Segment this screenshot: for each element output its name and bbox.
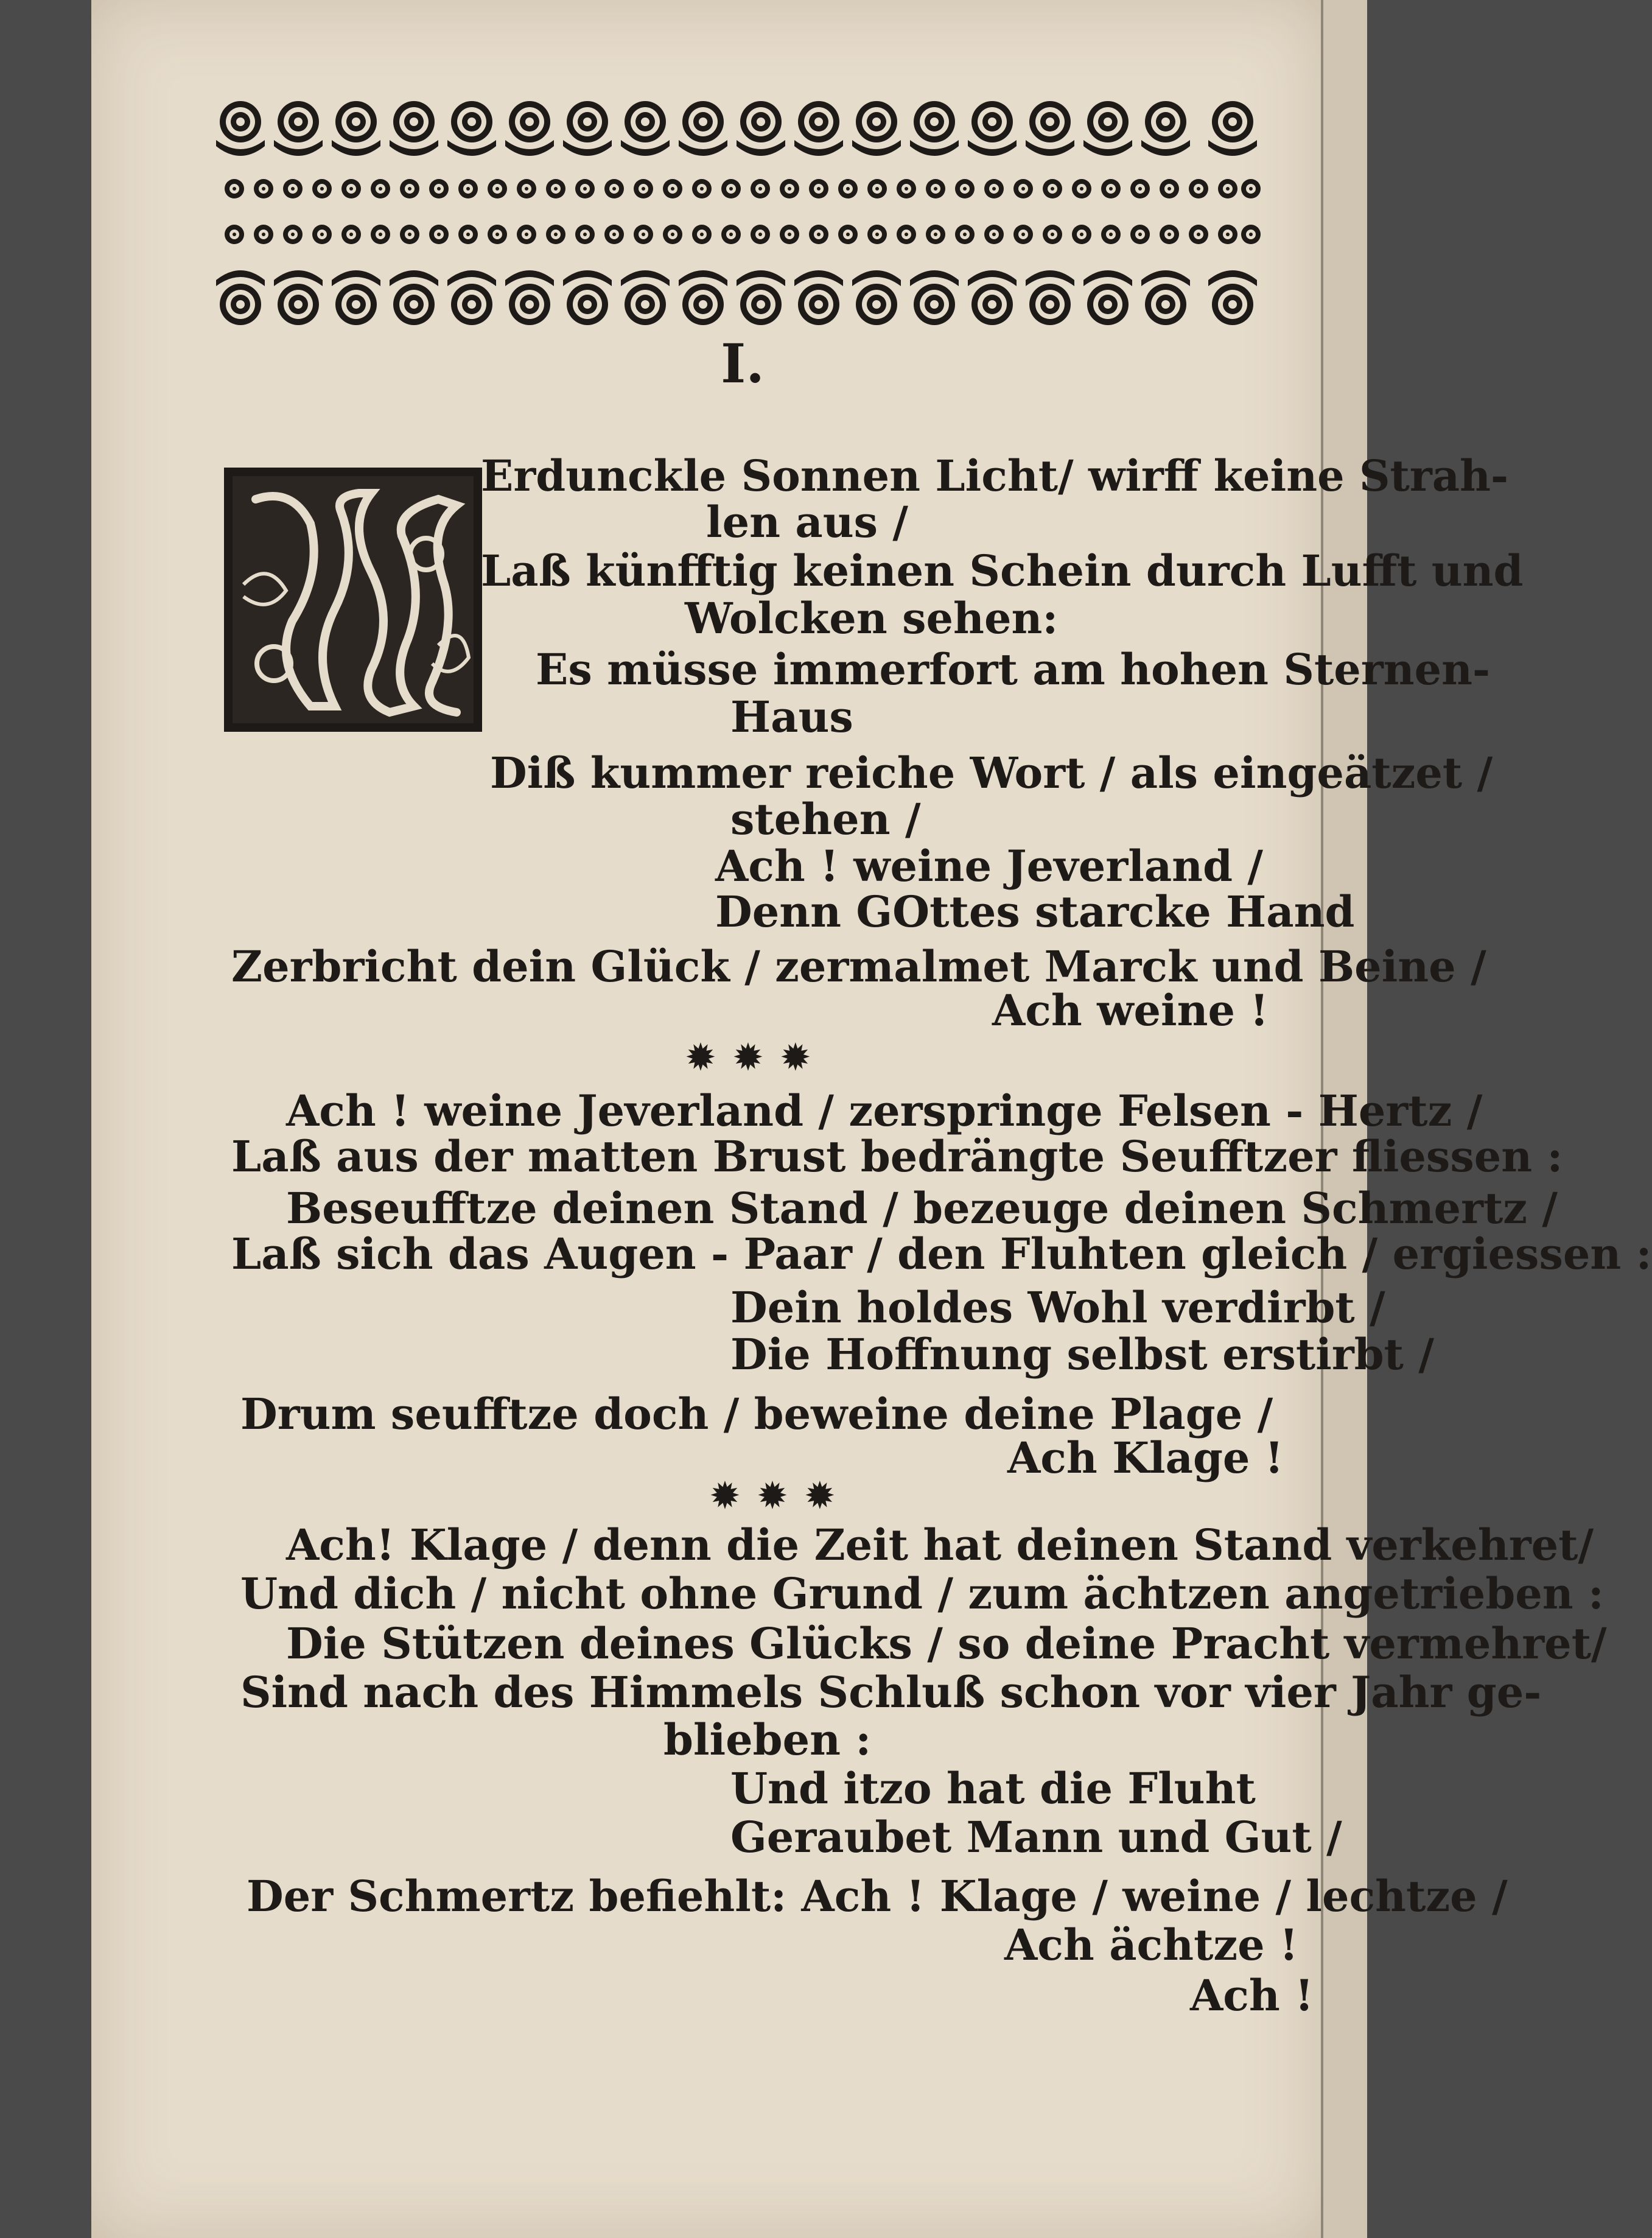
decorative-initial	[219, 463, 487, 737]
verse-line: Ach ! weine Jeverland /	[715, 841, 1263, 891]
verse-line: Laß aus der matten Brust bedrängte Seufftzer fliessen :	[231, 1131, 1563, 1182]
verse-line: Denn GOttes starcke Hand	[715, 886, 1355, 937]
verse-line: Ach ächtze !	[1004, 1920, 1298, 1970]
verse-line: Diß kummer reiche Wort / als eingeätzet /	[490, 748, 1493, 798]
verse-line: Erdunckle Sonnen Licht/ wirff keine Strah-	[481, 451, 1509, 501]
verse-line: Laß künfftig keinen Schein durch Lufft und	[481, 545, 1524, 596]
verse-line: Und dich / nicht ohne Grund / zum ächtzen angetrieben :	[240, 1568, 1604, 1619]
verse-line: Geraubet Mann und Gut /	[730, 1812, 1342, 1862]
verse-line: Ach ! weine Jeverland / zerspringe Felsen - Hertz /	[286, 1086, 1483, 1136]
verse-line: Drum seufftze doch / beweine deine Plage /	[240, 1389, 1273, 1439]
stanza-separator: ✹✹✹	[709, 1473, 852, 1518]
verse-line: blieben :	[663, 1714, 872, 1765]
stanza-separator: ✹✹✹	[685, 1035, 827, 1079]
section-numeral: I.	[721, 332, 765, 395]
verse-line: Ach! Klage / denn die Zeit hat deinen Stand verkehret/	[286, 1520, 1594, 1570]
verse-line: Haus	[730, 692, 853, 742]
verse-line: Ach weine !	[992, 985, 1269, 1036]
verse-line: Dein holdes Wohl verdirbt /	[730, 1282, 1385, 1333]
verse-line: Zerbricht dein Glück / zermalmet Marck und Beine /	[231, 941, 1486, 992]
verse-line: Ach Klage !	[1007, 1433, 1284, 1483]
verse-line: Wolcken sehen:	[685, 593, 1059, 644]
verse-line: Die Stützen deines Glücks / so deine Pracht vermehret/	[286, 1618, 1607, 1669]
verse-line: Und itzo hat die Fluht	[730, 1763, 1256, 1814]
verse-line: Es müsse immerfort am hohen Sternen-	[536, 644, 1491, 695]
verse-line: Die Hoffnung selbst erstirbt /	[730, 1329, 1434, 1380]
verse-line: Der Schmertz befiehlt: Ach ! Klage / weine / lechtze /	[247, 1871, 1508, 1921]
verse-line: len aus /	[706, 497, 908, 547]
verse-line: stehen /	[730, 794, 921, 844]
verse-line: Laß sich das Augen - Paar / den Fluhten gleich / ergiessen :	[231, 1229, 1652, 1279]
verse-line: Beseufftze deinen Stand / bezeuge deinen Schmertz /	[286, 1183, 1558, 1233]
verse-line: Sind nach des Himmels Schluß schon vor vier Jahr ge-	[240, 1667, 1542, 1717]
catchword: Ach !	[1190, 1970, 1314, 2021]
ornamental-header-band	[216, 88, 1263, 338]
